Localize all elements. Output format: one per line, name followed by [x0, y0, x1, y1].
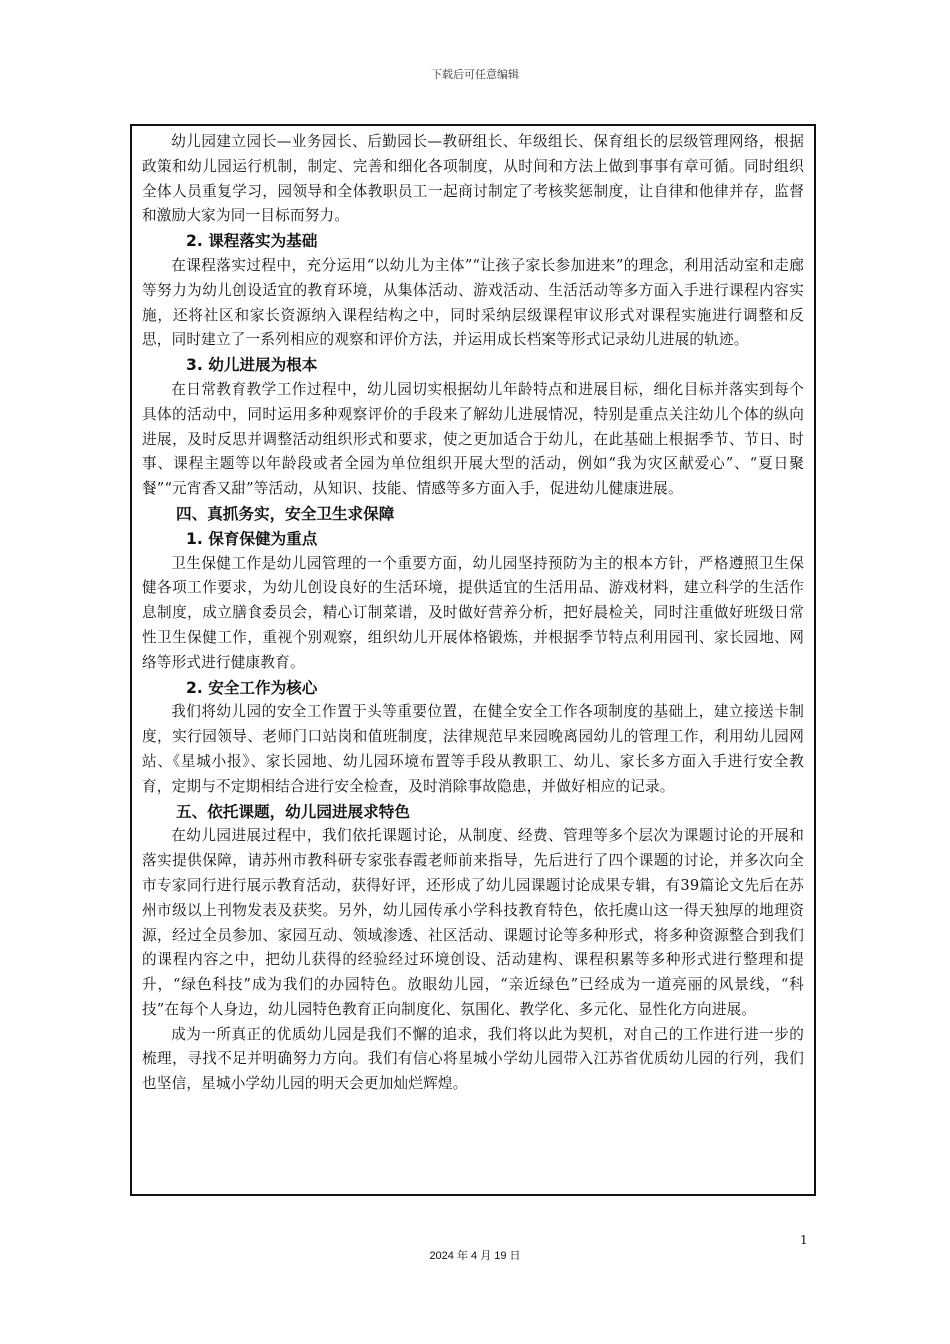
header-note: 下载后可任意编辑 — [431, 68, 519, 81]
subheading: 2. 安全工作为核心 — [186, 678, 318, 697]
paragraph: 在课程落实过程中，充分运用“以幼儿为主体”“让孩子家长参加进来”的理念，利用活动室和走廊等努力为幼儿创设适宜的教育环境，从集体活动、游戏活动、生活活动等多方面入手进行课程内容实施，还将社区和家长资源纳入课程结构之中，同时采纳层级课程审议形式对课程实施进行调整和反思，同时建立了一系列相应的观察和评价方法，并运用成长档案等形式记录幼儿进展的轨迹。 — [142, 256, 804, 349]
section-heading: 五、依托课题，幼儿园进展求特色 — [176, 802, 410, 821]
subheading: 1. 保育保健为重点 — [186, 529, 318, 548]
subheading: 3. 幼儿进展为根本 — [186, 356, 318, 375]
paragraph: 卫生保健工作是幼儿园管理的一个重要方面，幼儿园坚持预防为主的根本方针，严格遵照卫生保健各项工作要求，为幼儿创设良好的生活环境，提供适宜的生活用品、游戏材料，建立科学的生活作息制度，成立膳食委员会，精心订制菜谱，及时做好营养分析，把好晨检关，同时注重做好班级日常性卫生保健工作，重视个别观察，组织幼儿开展体格锻炼，并根据季节特点利用园刊、家长园地、网络等形式进行健康教育。 — [142, 554, 804, 671]
paragraph: 幼儿园建立园长—业务园长、后勤园长—教研组长、年级组长、保育组长的层级管理网络，根据政策和幼儿园运行机制，制定、完善和细化各项制度，从时间和方法上做到事事有章可循。同时组织全体人员重复学习，园领导和全体教职员工一起商讨制定了考核奖惩制度，让自律和他律并存，监督和激励大家为同一目标而努力。 — [142, 133, 804, 225]
subheading: 2. 课程落实为基础 — [186, 232, 318, 251]
content-frame — [130, 124, 816, 1196]
paragraph: 我们将幼儿园的安全工作置于头等重要位置，在健全安全工作各项制度的基础上，建立接送卡制度，实行园领导、老师门口站岗和值班制度，法律规范早来园晚离园幼儿的管理工作，利用幼儿园网站、《星城小报》、家长园地、幼儿园环境布置等手段从教职工、幼儿、家长多方面入手进行安全教育，定期与不定期相结合进行安全检查，及时消除事故隐患，并做好相应的记录。 — [142, 703, 804, 795]
paragraph: 成为一所真正的优质幼儿园是我们不懈的追求，我们将以此为契机，对自己的工作进行进一步的梳理，寻找不足并明确努力方向。我们有信心将星城小学幼儿园带入江苏省优质幼儿园的行列，我们也坚信，星城小学幼儿园的明天会更加灿烂辉煌。 — [142, 1025, 804, 1093]
page-number: 1 — [800, 1233, 808, 1247]
paragraph: 在幼儿园进展过程中，我们依托课题讨论，从制度、经费、管理等多个层次为课题讨论的开展和落实提供保障，请苏州市教科研专家张春霞老师前来指导，先后进行了四个课题的讨论，并多次向全市专家同行进行展示教育活动，获得好评，还形成了幼儿园课题讨论成果专辑，有39篇论文先后在苏州市级以上刊物发表及获奖。另外，幼儿园传承小学科技教育特色，依托虞山这一得天独厚的地理资源，经过全员参加、家园互动、领域渗透、社区活动、课题讨论等多种形式，将多种资源整合到我们的课程内容之中，把幼儿获得的经验经过环境创设、活动建构、课程积累等多种形式进行整理和提升，“绿色科技”成为我们的办园特色。放眼幼儿园，“亲近绿色”已经成为一道亮丽的风景线，“科技”在每个人身边，幼儿园特色教育正向制度化、氛围化、教学化、多元化、显性化方向进展。 — [142, 827, 804, 1018]
section-heading: 四、真抓务实，安全卫生求保障 — [176, 504, 395, 523]
footer-date: 2024 年 4 月 19 日 — [429, 1250, 521, 1262]
paragraph: 在日常教育教学工作过程中，幼儿园切实根据幼儿年龄特点和进展目标，细化目标并落实到每个具体的活动中，同时运用多种观察评价的手段来了解幼儿进展情况，特别是重点关注幼儿个体的纵向进展，及时反思并调整活动组织形式和要求，使之更加适合于幼儿，在此基础上根据季节、节日、时事、课程主题等以年龄段或者全园为单位组织开展大型的活动，例如“我为灾区献爱心”、“夏日聚餐”“元宵香又甜”等活动，从知识、技能、情感等多方面入手，促进幼儿健康进展。 — [142, 380, 804, 498]
